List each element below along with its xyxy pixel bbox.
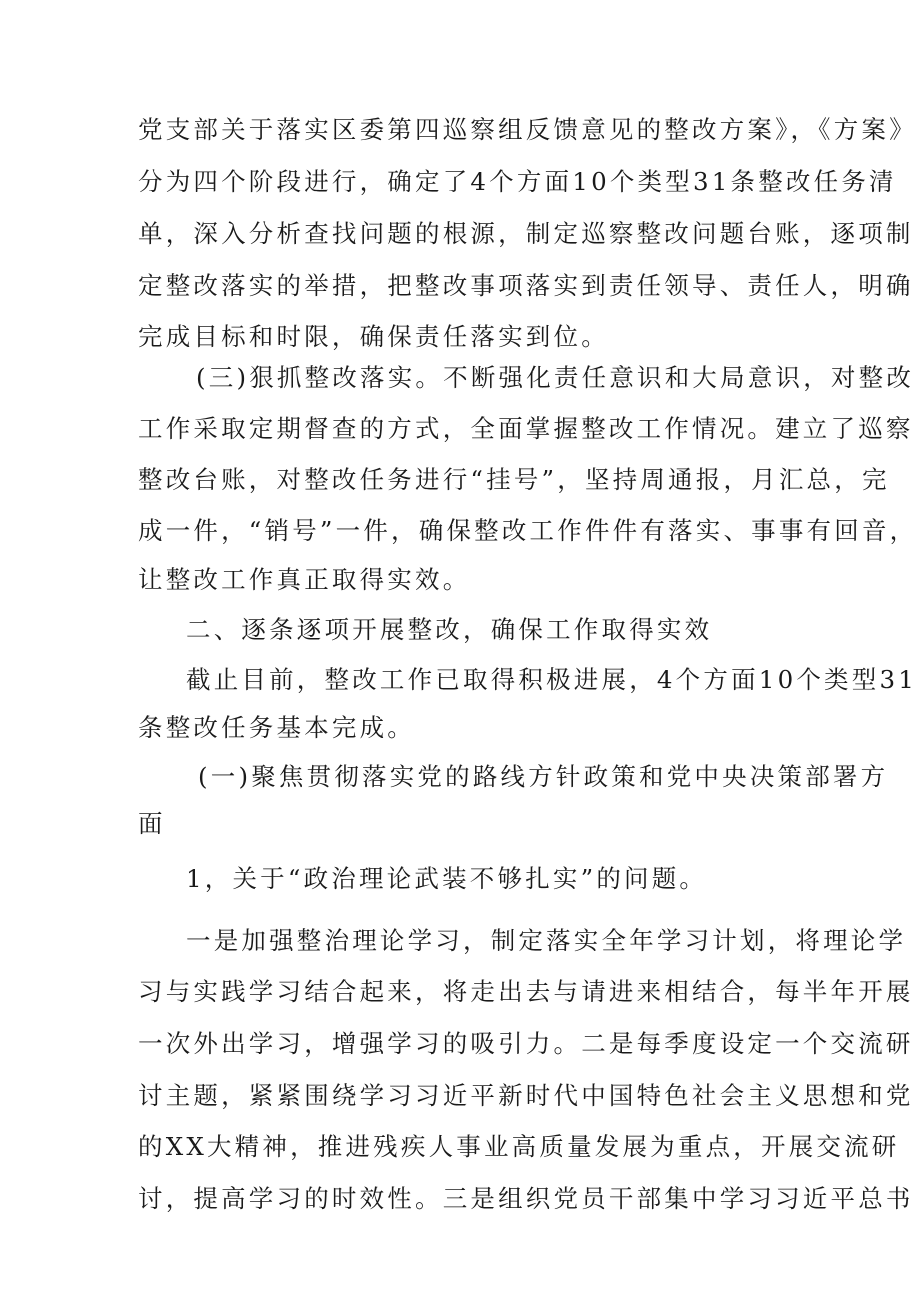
text-line: 一是加强整治理论学习，制定落实全年学习计划，将理论学 <box>186 926 907 955</box>
text-line: 分为四个阶段进行，确定了4个方面10个类型31条整改任务清 <box>138 167 897 196</box>
section-heading-3: (三)狠抓整改落实。不断强化责任意识和大局意识，对整改 <box>196 363 915 392</box>
text-line: 成一件，“销号”一件，确保整改工作件件有落实、事事有回音， <box>138 516 918 545</box>
text-line: 让整改工作真正取得实效。 <box>138 565 471 594</box>
text-line: 讨主题，紧紧围绕学习习近平新时代中国特色社会主义思想和党 <box>138 1081 914 1110</box>
text-line: 党支部关于落实区委第四巡察组反馈意见的整改方案》，《方案》 <box>138 115 917 144</box>
text-line: 一次外出学习，增强学习的吸引力。二是每季度设定一个交流研 <box>138 1029 914 1058</box>
chapter-heading-2: 二、逐条逐项开展整改，确保工作取得实效 <box>186 615 713 644</box>
section-heading-1: (一)聚焦贯彻落实党的路线方针政策和党中央决策部署方 <box>198 762 889 791</box>
text-line: 截止目前，整改工作已取得积极进展，4个方面10个类型31 <box>186 665 918 694</box>
text-line: 面 <box>138 809 166 838</box>
text-line: 完成目标和时限，确保责任落实到位。 <box>138 322 609 351</box>
text-line: 工作采取定期督查的方式，全面掌握整改工作情况。建立了巡察 <box>138 414 914 443</box>
text-line: 整改台账，对整改任务进行“挂号”，坚持周通报，月汇总，完 <box>138 465 890 494</box>
text-line: 定整改落实的举措，把整改事项落实到责任领导、责任人，明确 <box>138 271 914 300</box>
text-line: 单，深入分析查找问题的根源，制定巡察整改问题台账，逐项制 <box>138 219 914 248</box>
text-line: 讨，提高学习的时效性。三是组织党员干部集中学习习近平总书 <box>138 1184 914 1213</box>
item-heading-1: 1，关于“政治理论武装不够扎实”的问题。 <box>186 864 708 893</box>
text-line: 习与实践学习结合起来，将走出去与请进来相结合，每半年开展 <box>138 977 914 1006</box>
text-line: 的XX大精神，推进残疾人事业高质量发展为重点，开展交流研 <box>138 1132 900 1161</box>
text-line: 条整改任务基本完成。 <box>138 713 415 742</box>
